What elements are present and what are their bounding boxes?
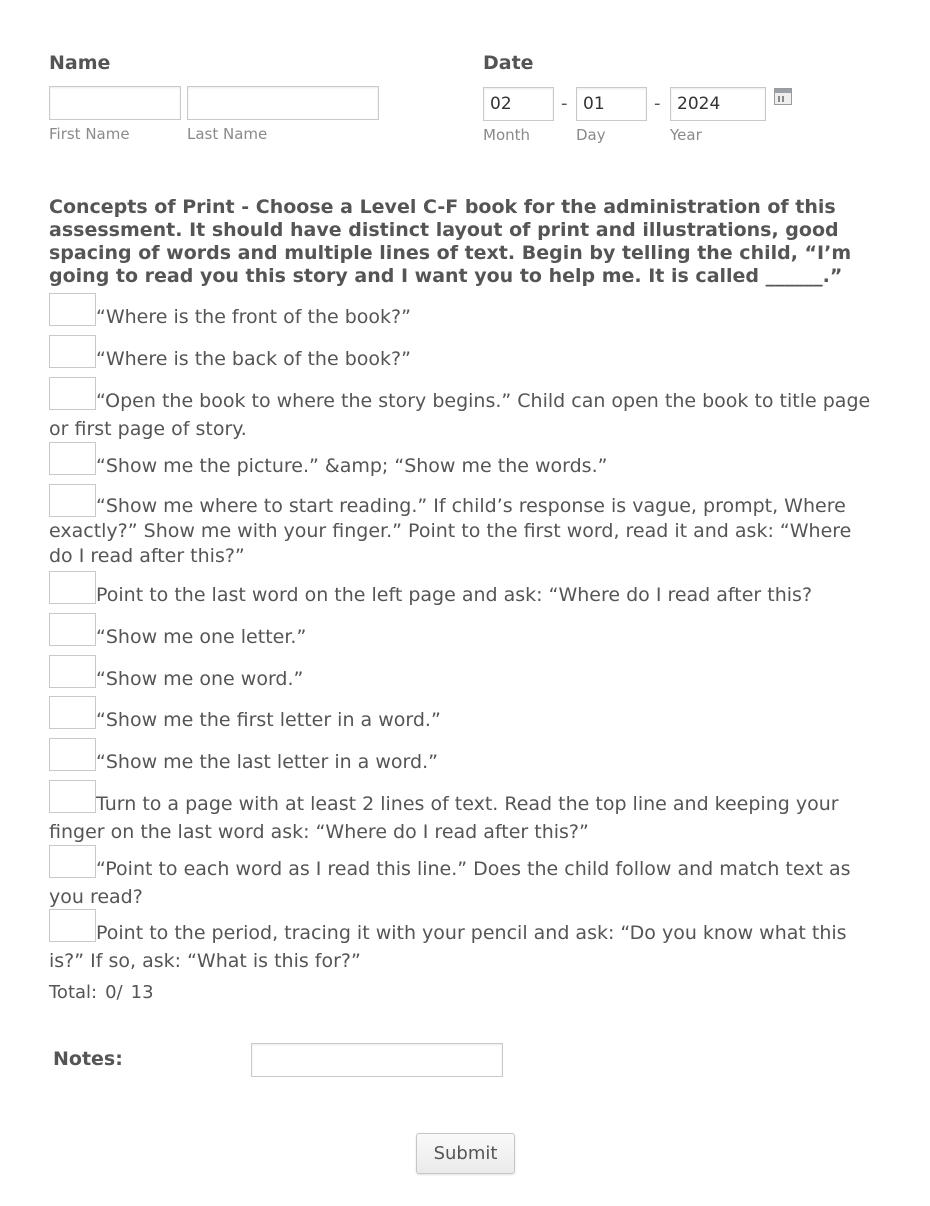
question-text: “Show me the picture.” &amp; “Show me the words.”: [96, 455, 608, 477]
question-score-input[interactable]: [49, 909, 96, 942]
question-item: [49, 855, 879, 911]
question-item: [49, 494, 879, 569]
question-item: [49, 748, 879, 776]
question-item: [49, 387, 879, 443]
total-label: Total:: [49, 982, 98, 1003]
question-item: [49, 706, 879, 734]
question-item: [49, 581, 879, 609]
calendar-icon[interactable]: [774, 88, 792, 105]
year-sublabel: Year: [670, 126, 702, 144]
last-name-sublabel: Last Name: [187, 125, 268, 143]
total-value: 0/: [105, 982, 123, 1003]
question-item: [49, 665, 879, 693]
question-text: Point to the period, tracing it with your pencil and ask: “Do you know what this is?” If so, ask: “What is this for?”: [49, 922, 847, 972]
question-item: [49, 303, 879, 331]
submit-button[interactable]: Submit: [416, 1133, 515, 1174]
date-month-input[interactable]: [483, 87, 554, 121]
question-score-input[interactable]: [49, 845, 96, 878]
question-score-input[interactable]: [49, 377, 96, 410]
question-text: “Where is the front of the book?”: [96, 306, 411, 328]
question-score-input[interactable]: [49, 293, 96, 326]
question-score-input[interactable]: [49, 484, 96, 517]
question-score-input[interactable]: [49, 655, 96, 688]
question-text: Point to the last word on the left page and ask: “Where do I read after this?: [96, 584, 813, 606]
question-score-input[interactable]: [49, 442, 96, 475]
date-label: Date: [483, 52, 534, 74]
question-text: “Show me the first letter in a word.”: [96, 709, 441, 731]
question-text: “Open the book to where the story begins.” Child can open the book to title page or first page of story.: [49, 390, 871, 440]
question-text: “Show me one letter.”: [96, 626, 307, 648]
day-sublabel: Day: [576, 126, 606, 144]
date-separator: -: [654, 93, 661, 114]
question-text: “Where is the back of the book?”: [96, 348, 411, 370]
question-text: “Show me where to start reading.” If child’s response is vague, prompt, Where exactly?” Show me with your finger.” Point to the first word, read it and ask: “Where do I read after this?”: [49, 495, 852, 567]
question-item: [49, 919, 879, 975]
total-max: 13: [130, 982, 154, 1003]
notes-input[interactable]: [251, 1043, 503, 1077]
question-item: [49, 623, 879, 651]
question-item: [49, 790, 879, 846]
notes-label: Notes:: [53, 1048, 123, 1070]
question-item: [49, 452, 879, 480]
first-name-input[interactable]: [49, 86, 181, 120]
date-separator: -: [561, 93, 568, 114]
question-text: “Point to each word as I read this line.” Does the child follow and match text as you read?: [49, 858, 851, 908]
first-name-sublabel: First Name: [49, 125, 130, 143]
question-score-input[interactable]: [49, 696, 96, 729]
date-day-input[interactable]: [576, 87, 647, 121]
name-label: Name: [49, 52, 111, 74]
question-text: Turn to a page with at least 2 lines of text. Read the top line and keeping your finger on the last word ask: “Where do I read after this?”: [49, 793, 839, 843]
date-year-input[interactable]: [670, 87, 766, 121]
question-score-input[interactable]: [49, 738, 96, 771]
question-text: “Show me the last letter in a word.”: [96, 751, 438, 773]
question-item: [49, 345, 879, 373]
question-score-input[interactable]: [49, 335, 96, 368]
question-text: “Show me one word.”: [96, 668, 304, 690]
last-name-input[interactable]: [187, 86, 379, 120]
total-score: [49, 982, 154, 1003]
question-score-input[interactable]: [49, 780, 96, 813]
question-score-input[interactable]: [49, 571, 96, 604]
question-score-input[interactable]: [49, 613, 96, 646]
month-sublabel: Month: [483, 126, 531, 144]
section-heading: Concepts of Print - Choose a Level C-F book for the administration of this assessment. It should have distinct layout of print and illustrations, good spacing of words and multiple lines of text. Begin by telling the child, “I’m going to read you this story and I want you to help me. It is called ______.”: [49, 196, 852, 287]
